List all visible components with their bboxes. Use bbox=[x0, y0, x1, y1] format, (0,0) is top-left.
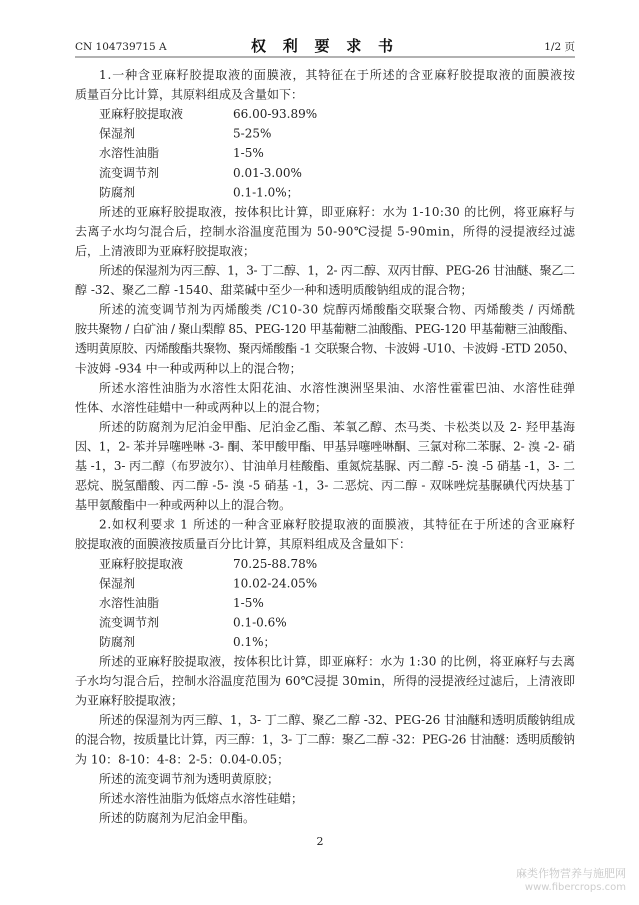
spec-rheology-modifier: 所述的流变调节剂为透明黄原胶； bbox=[99, 771, 280, 786]
claim-intro-line: 胶提取液的面膜液按质量百分比计算，其原料组成及含量如下： bbox=[75, 537, 412, 552]
ingredient-amount: 0.01-3.00% bbox=[233, 165, 302, 180]
spec-line: 卡波姆 -934 中一种或两种以上的混合物； bbox=[75, 361, 302, 376]
spec-line: 所述的防腐剂为尼泊金甲酯、尼泊金乙酯、苯氧乙醇、杰马类、卡松类以及 2- 羟甲基海 bbox=[99, 419, 575, 434]
page-indicator: 1/2 页 bbox=[544, 41, 575, 53]
spec-line: 子水均匀混合后，控制水浴温度范围为 60℃浸提 30min，所得的浸提液经过滤后，上清液即 bbox=[75, 674, 575, 689]
claim-2 bbox=[75, 517, 575, 825]
watermark-url: www.fibercrops.com bbox=[524, 882, 626, 893]
spec-line: 所述的亚麻籽胶提取液，按体积比计算，即亚麻籽：水为 1:30 的比例，将亚麻籽与去离 bbox=[99, 654, 575, 669]
ingredient-amount: 10.02-24.05% bbox=[233, 576, 318, 591]
spec-line: 恶烷、脱氢醋酸、丙二醇 -5- 溴 -5 硝基 -1，3- 二恶烷、丙二醇 - 双咪唑烷基脲碘代丙炔基丁 bbox=[75, 478, 575, 493]
spec-line: 后，上清液即为亚麻籽胶提取液； bbox=[75, 244, 256, 258]
spec-water-soluble-oil: 所述水溶性油脂为低熔点水溶性硅蜡； bbox=[99, 791, 304, 806]
spec-line: 所述水溶性油脂为水溶性太阳花油、水溶性澳洲坚果油、水溶性霍霍巴油、水溶性硅弹 bbox=[99, 380, 575, 395]
ingredient-name: 流变调节剂 bbox=[99, 165, 160, 180]
claim-intro-line: 质量百分比计算，其原料组成及含量如下： bbox=[75, 87, 304, 102]
spec-humectant bbox=[75, 263, 575, 298]
ingredient-amount: 5-25% bbox=[233, 126, 272, 141]
ingredient-name: 亚麻籽胶提取液 bbox=[99, 556, 184, 571]
spec-rheology-modifier bbox=[75, 302, 575, 376]
spec-line: 基 -1，3- 丙二醇（布罗波尔）、甘油单月桂酸酯、重氮烷基脲、丙二醇 -5- 溴 -5 硝基 -1，3- 二 bbox=[75, 459, 575, 473]
watermark-site-name: 麻类作物营养与施肥网 bbox=[516, 867, 626, 880]
ingredient-name: 保湿剂 bbox=[99, 126, 136, 141]
ingredient-amount: 70.25-88.78% bbox=[233, 556, 318, 571]
spec-line: 所述的亚麻籽胶提取液，按体积比计算，即亚麻籽：水为 1-10:30 的比例，将亚麻籽与 bbox=[99, 204, 575, 219]
claim-1 bbox=[75, 67, 576, 512]
spec-extract bbox=[75, 204, 576, 258]
ingredient-amount: 0.1%； bbox=[233, 635, 276, 649]
spec-humectant bbox=[75, 712, 575, 766]
spec-line: 性体、水溶性硅蜡中一种或两种以上的混合物； bbox=[75, 400, 328, 415]
spec-line: 所述的流变调节剂为丙烯酸类 /C10-30 烷醇丙烯酸酯交联聚合物、丙烯酸类 / 丙烯酰 bbox=[99, 302, 575, 317]
spec-line: 为 10：8-10：4-8：2-5：0.04-0.05； bbox=[75, 752, 290, 767]
spec-preservative: 所述的防腐剂为尼泊金甲酯。 bbox=[99, 810, 256, 825]
ingredient-amount: 66.00-93.89% bbox=[233, 107, 318, 122]
watermark bbox=[516, 866, 626, 893]
ingredient-amount: 1-5% bbox=[233, 146, 264, 161]
page-number: 2 bbox=[316, 835, 324, 848]
ingredient-name: 水溶性油脂 bbox=[99, 146, 160, 161]
spec-line: 所述的保湿剂为丙三醇、1，3- 丁二醇、1，2- 丙二醇、双丙甘醇、PEG-26 甘油醚、聚乙二 bbox=[99, 263, 575, 278]
document-title: 权 利 要 求 书 bbox=[251, 37, 393, 55]
ingredient-name: 保湿剂 bbox=[99, 576, 136, 591]
ingredient-name: 水溶性油脂 bbox=[99, 595, 160, 610]
spec-line: 透明黄原胶、丙烯酸酯共聚物、聚丙烯酸酯 -1 交联聚合物、卡波姆 -U10、卡波姆 -ETD 2050、 bbox=[75, 341, 575, 356]
ingredient-name: 防腐剂 bbox=[99, 635, 136, 649]
ingredient-name: 亚麻籽胶提取液 bbox=[99, 107, 184, 122]
ingredient-table bbox=[99, 106, 317, 199]
spec-water-soluble-oil bbox=[75, 380, 575, 415]
ingredient-amount: 0.1-0.6% bbox=[233, 615, 287, 630]
spec-line: 因、1，2- 苯并异噻唑啉 -3- 酮、苯甲酸甲酯、甲基异噻唑啉酮、三氯对称二苯脲、2- 溴 -2- 硝 bbox=[75, 439, 575, 454]
ingredient-table bbox=[99, 556, 317, 649]
spec-line: 为亚麻籽胶提取液； bbox=[75, 693, 184, 708]
spec-line: 的混合物，按质量比计算，丙三醇：1，3- 丁二醇：聚乙二醇 -32：PEG-26 甘油醚：透明质酸钠 bbox=[75, 732, 575, 747]
spec-line: 胺共聚物 / 白矿油 / 聚山梨醇 85、PEG-120 甲基葡糖二油酸酯、PEG-120 甲基葡糖三油酸酯、 bbox=[75, 322, 575, 337]
spec-line: 基甲氨酸酯中一种或两种以上的混合物。 bbox=[75, 498, 292, 513]
ingredient-name: 流变调节剂 bbox=[99, 615, 160, 630]
spec-line: 去离子水均匀混合后，控制水浴温度范围为 50-90℃浸提 5-90min，所得的浸提液经过滤 bbox=[75, 224, 575, 239]
spec-line: 醇 -32、聚乙二醇 -1540、甜菜碱中至少一种和透明质酸钠组成的混合物； bbox=[75, 283, 473, 298]
spec-preservative bbox=[75, 419, 575, 512]
ingredient-amount: 1-5% bbox=[233, 595, 264, 610]
claim-intro-line: 2.如权利要求 1 所述的一种含亚麻籽胶提取液的面膜液，其特征在于所述的含亚麻籽 bbox=[99, 517, 575, 532]
patent-number: CN 104739715 A bbox=[75, 41, 167, 53]
ingredient-name: 防腐剂 bbox=[99, 185, 136, 200]
ingredient-amount: 0.1-1.0%； bbox=[233, 185, 299, 200]
claim-intro-line: 1.一种含亚麻籽胶提取液的面膜液，其特征在于所述的含亚麻籽胶提取液的面膜液按 bbox=[99, 68, 575, 82]
page-header bbox=[75, 37, 575, 57]
spec-extract bbox=[75, 654, 575, 708]
spec-line: 所述的保湿剂为丙三醇、1，3- 丁二醇、聚乙二醇 -32、PEG-26 甘油醚和透明质酸钠组成 bbox=[99, 713, 575, 728]
